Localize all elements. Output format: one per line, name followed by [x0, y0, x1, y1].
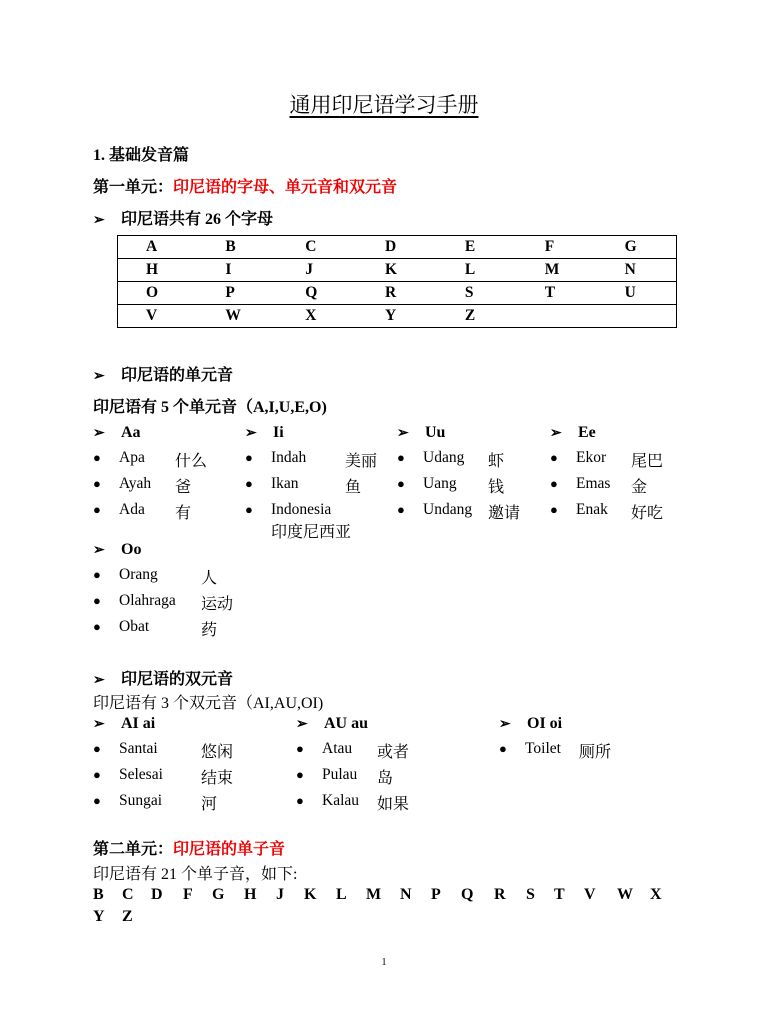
item-word: Pulau: [322, 766, 358, 783]
item-meaning: 印度尼西亚: [271, 524, 352, 541]
group-header-row: [550, 424, 596, 442]
alphabet-cell: Y: [357, 305, 437, 328]
item-meaning: 什么: [175, 453, 208, 470]
list-item: [93, 448, 145, 468]
consonant-letter: C: [122, 886, 134, 903]
item-word: Undang: [423, 501, 473, 518]
vowels-heading-row: [93, 362, 233, 385]
consonant-letter: P: [431, 886, 441, 903]
item-word: Indonesia: [271, 501, 332, 518]
item-word: Toilet: [525, 740, 561, 757]
alphabet-cell: T: [517, 282, 597, 305]
item-word: Ekor: [576, 449, 607, 466]
consonant-letter: X: [650, 886, 662, 903]
consonant-letter: Q: [461, 886, 474, 903]
item-meaning: 尾巴: [631, 453, 664, 470]
bullet-icon: ●: [245, 476, 253, 491]
alphabet-row: [118, 259, 677, 282]
bullet-icon: ●: [397, 476, 405, 491]
bullet-icon: ●: [93, 502, 101, 517]
alphabet-cell: G: [597, 236, 677, 259]
group-header: Uu: [425, 424, 446, 441]
group-header-row: [93, 424, 141, 442]
alphabet-cell: [517, 305, 597, 328]
group-header-row: [397, 424, 445, 442]
consonant-letter: H: [244, 886, 257, 903]
item-word: Apa: [119, 449, 145, 466]
item-word: Santai: [119, 740, 158, 757]
item-meaning: 河: [201, 796, 218, 813]
arrow-icon: ➢: [93, 673, 105, 688]
alphabet-cell: A: [118, 236, 198, 259]
alphabet-cell: Q: [277, 282, 357, 305]
group-header: Ee: [578, 424, 596, 441]
item-word: Ikan: [271, 475, 299, 492]
unit1-label: 第一单元：: [93, 179, 174, 196]
list-item: [550, 448, 606, 468]
list-item: [93, 765, 163, 785]
item-meaning: 人: [201, 570, 218, 587]
item-word: Ada: [119, 501, 145, 518]
list-item: [245, 448, 306, 468]
group-header-row: [93, 541, 141, 559]
diphthongs-heading-row: [93, 666, 233, 689]
bullet-icon: ●: [93, 593, 101, 608]
list-item: [550, 474, 610, 494]
item-meaning: 有: [175, 505, 192, 522]
bullet-icon: ●: [93, 767, 101, 782]
list-item: [397, 448, 464, 468]
alphabet-cell: L: [437, 259, 517, 282]
arrow-icon: ➢: [93, 426, 105, 441]
item-word: Uang: [423, 475, 457, 492]
item-meaning: 结束: [201, 770, 234, 787]
consonant-letter: G: [212, 886, 225, 903]
alphabet-cell: R: [357, 282, 437, 305]
group-header-row: [245, 424, 284, 442]
consonant-letter: T: [554, 886, 565, 903]
item-meaning: 药: [201, 622, 218, 639]
bullet-icon: ●: [550, 450, 558, 465]
alphabet-cell: I: [197, 259, 277, 282]
bullet-icon: ●: [93, 567, 101, 582]
consonant-letter: Z: [122, 908, 133, 925]
item-word: Sungai: [119, 792, 163, 809]
alphabet-row: [118, 282, 677, 305]
unit1-heading: [93, 174, 397, 197]
item-word: Kalau: [322, 792, 360, 809]
list-item: [550, 500, 608, 520]
bullet-icon: ●: [296, 741, 304, 756]
list-item: [296, 791, 359, 811]
unit2-topic: 印尼语的单子音: [173, 841, 286, 858]
alphabet-cell: P: [197, 282, 277, 305]
consonant-letter: R: [494, 886, 506, 903]
consonant-letter: F: [183, 886, 193, 903]
consonant-letter: L: [336, 886, 347, 903]
unit2-intro: 印尼语有 21 个单子音，如下:: [93, 866, 298, 883]
alphabet-cell: U: [597, 282, 677, 305]
item-meaning: 好吃: [631, 505, 664, 522]
arrow-icon: ➢: [93, 369, 105, 384]
arrow-icon: ➢: [550, 426, 562, 441]
group-header-row: [499, 715, 562, 733]
list-item: [296, 739, 352, 759]
arrow-icon: ➢: [397, 426, 409, 441]
item-word: Udang: [423, 449, 465, 466]
alphabet-cell: E: [437, 236, 517, 259]
bullet-icon: ●: [93, 793, 101, 808]
bullet-icon: ●: [499, 741, 507, 756]
alphabet-heading-row: [93, 206, 273, 229]
alphabet-cell: [597, 305, 677, 328]
consonant-letter: K: [304, 886, 317, 903]
bullet-icon: ●: [245, 502, 253, 517]
group-header: Ii: [273, 424, 284, 441]
bullet-icon: ●: [245, 450, 253, 465]
unit1-topic: 印尼语的字母、单元音和双元音: [173, 179, 398, 196]
arrow-icon: ➢: [499, 717, 511, 732]
alphabet-table: [117, 235, 677, 328]
vowels-heading: 印尼语的单元音: [121, 367, 234, 384]
item-meaning: 金: [631, 479, 648, 496]
item-word: Indah: [271, 449, 307, 466]
item-meaning: 或者: [377, 744, 410, 761]
item-meaning: 厕所: [579, 744, 612, 761]
item-meaning: 岛: [377, 770, 394, 787]
diphthongs-intro: 印尼语有 3 个双元音（AI,AU,OI): [93, 695, 324, 712]
alphabet-cell: D: [357, 236, 437, 259]
group-header: AI ai: [121, 715, 156, 732]
bullet-icon: ●: [296, 793, 304, 808]
item-meaning: 鱼: [345, 479, 362, 496]
bullet-icon: ●: [397, 502, 405, 517]
bullet-icon: ●: [93, 476, 101, 491]
item-meaning: 邀请: [488, 505, 521, 522]
item-word: Olahraga: [119, 592, 176, 609]
list-item: [296, 765, 357, 785]
alphabet-cell: W: [197, 305, 277, 328]
alphabet-heading: 印尼语共有 26 个字母: [121, 211, 274, 228]
group-header-row: [93, 715, 155, 733]
consonant-letter: N: [400, 886, 412, 903]
alphabet-row: [118, 236, 677, 259]
bullet-icon: ●: [550, 476, 558, 491]
list-item: [93, 500, 145, 520]
alphabet-cell: N: [597, 259, 677, 282]
diphthongs-heading: 印尼语的双元音: [121, 671, 234, 688]
item-word: Orang: [119, 566, 158, 583]
alphabet-cell: V: [118, 305, 198, 328]
alphabet-cell: H: [118, 259, 198, 282]
bullet-icon: ●: [93, 450, 101, 465]
section-heading: 1. 基础发音篇: [93, 147, 190, 164]
unit2-label: 第二单元：: [93, 841, 174, 858]
item-word: Obat: [119, 618, 150, 635]
consonant-letter: V: [584, 886, 596, 903]
list-item: [93, 565, 158, 585]
alphabet-cell: C: [277, 236, 357, 259]
consonant-letter: D: [151, 886, 163, 903]
group-header-row: [296, 715, 368, 733]
list-item: [93, 591, 176, 611]
alphabet-cell: B: [197, 236, 277, 259]
consonant-letter: Y: [93, 908, 105, 925]
page-number: 1: [381, 957, 387, 968]
list-item: [499, 739, 561, 759]
item-meaning: 虾: [488, 453, 505, 470]
alphabet-row: [118, 305, 677, 328]
alphabet-cell: S: [437, 282, 517, 305]
arrow-icon: ➢: [245, 426, 257, 441]
list-item: [93, 791, 162, 811]
consonant-letter: W: [617, 886, 633, 903]
consonant-letter: J: [276, 886, 284, 903]
alphabet-cell: F: [517, 236, 597, 259]
item-meaning: 爸: [175, 479, 192, 496]
item-meaning: 运动: [201, 596, 234, 613]
consonant-letter: S: [526, 886, 535, 903]
item-word: Enak: [576, 501, 608, 518]
arrow-icon: ➢: [93, 213, 105, 228]
item-word: Selesai: [119, 766, 163, 783]
group-header: OI oi: [527, 715, 563, 732]
alphabet-cell: J: [277, 259, 357, 282]
list-item: [93, 617, 149, 637]
arrow-icon: ➢: [93, 543, 105, 558]
list-item: [245, 500, 331, 520]
consonant-letter: B: [93, 886, 104, 903]
list-item: [245, 474, 299, 494]
arrow-icon: ➢: [93, 717, 105, 732]
alphabet-cell: M: [517, 259, 597, 282]
bullet-icon: ●: [296, 767, 304, 782]
alphabet-cell: Z: [437, 305, 517, 328]
item-meaning: 如果: [377, 796, 410, 813]
item-meaning: 美丽: [345, 453, 378, 470]
item-word: Ayah: [119, 475, 152, 492]
item-meaning: 悠闲: [201, 744, 234, 761]
group-header: Aa: [121, 424, 141, 441]
list-item: [93, 739, 158, 759]
alphabet-cell: X: [277, 305, 357, 328]
page-title: 通用印尼语学习手册: [289, 93, 479, 117]
list-item: [93, 474, 151, 494]
group-header: AU au: [324, 715, 369, 732]
group-header: Oo: [121, 541, 142, 558]
item-meaning: 钱: [488, 479, 505, 496]
bullet-icon: ●: [550, 502, 558, 517]
alphabet-cell: K: [357, 259, 437, 282]
vowels-intro: 印尼语有 5 个单元音（A,I,U,E,O): [93, 399, 327, 416]
bullet-icon: ●: [93, 741, 101, 756]
bullet-icon: ●: [93, 619, 101, 634]
consonant-letter: M: [366, 886, 382, 903]
item-word: Emas: [576, 475, 611, 492]
unit2-heading: [93, 836, 285, 859]
arrow-icon: ➢: [296, 717, 308, 732]
bullet-icon: ●: [397, 450, 405, 465]
item-word: Atau: [322, 740, 353, 757]
list-item: [397, 474, 457, 494]
alphabet-cell: O: [118, 282, 198, 305]
list-item: [397, 500, 472, 520]
